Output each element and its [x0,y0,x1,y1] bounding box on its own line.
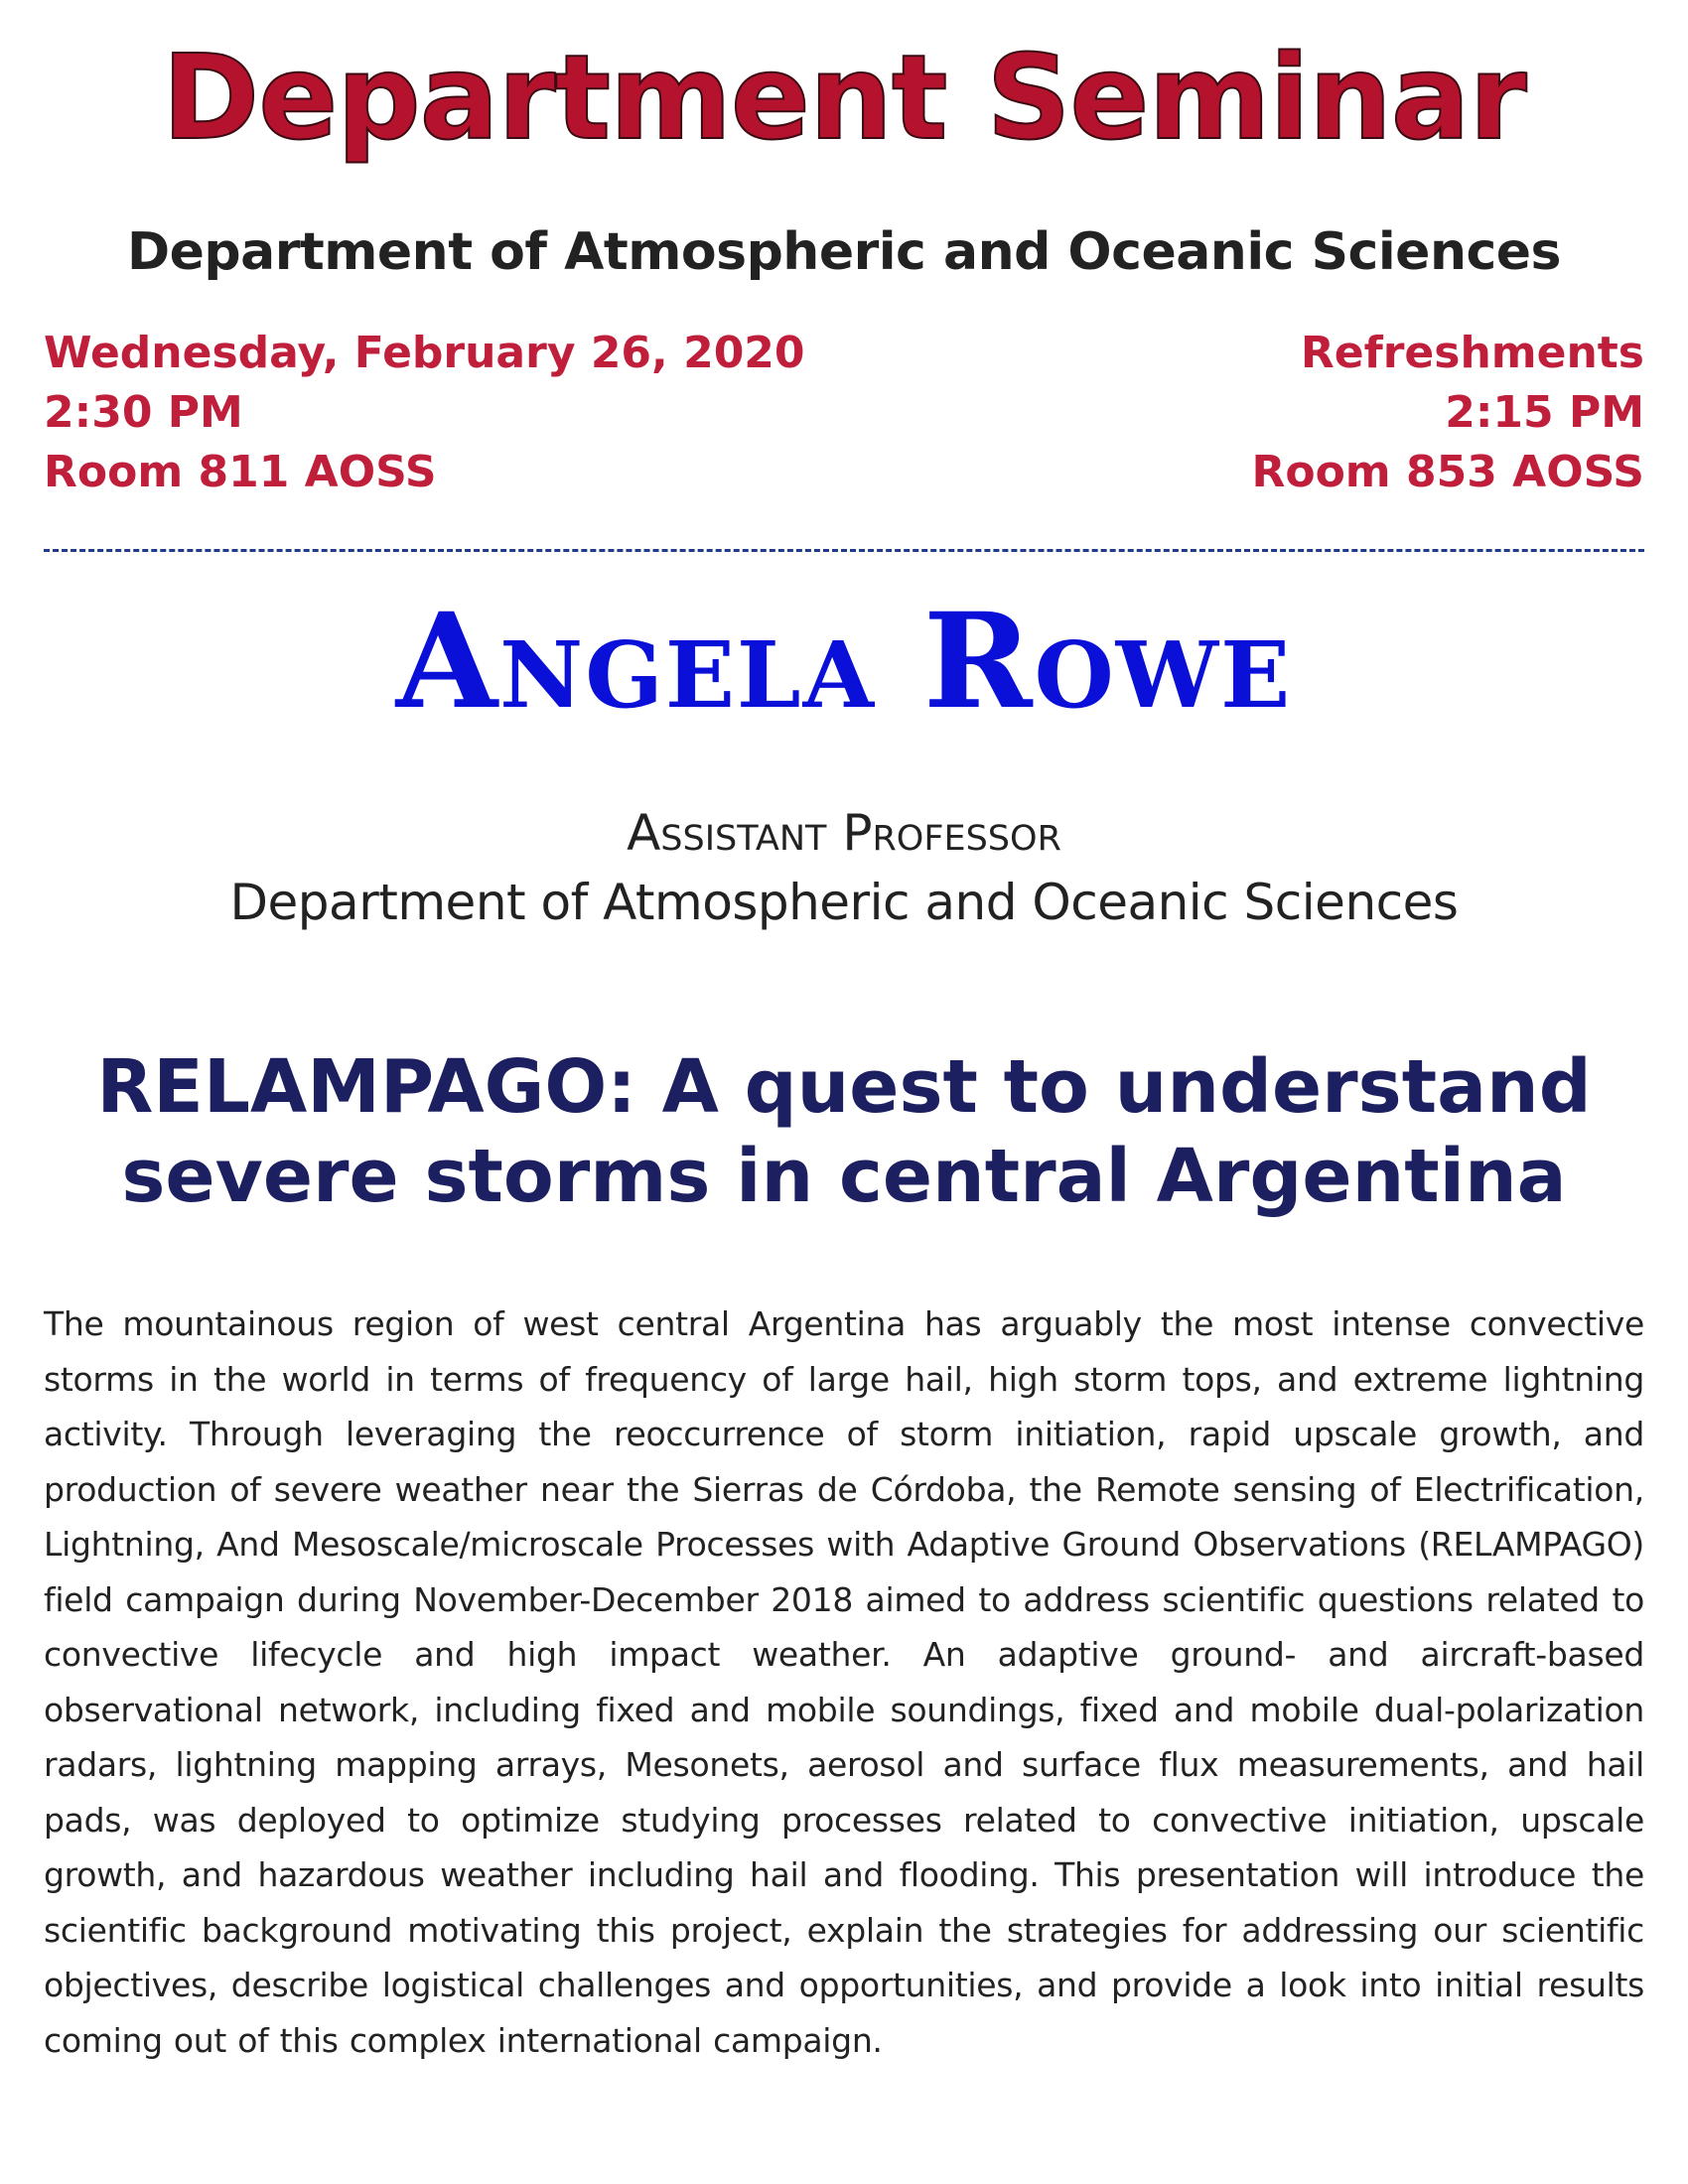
event-details [44,324,805,502]
refreshments-room: Room 853 AOSS [1251,447,1644,497]
refreshments-time: 2:15 PM [1445,387,1644,438]
event-date: Wednesday, February 26, 2020 [44,328,805,378]
talk-title-line-2: severe storms in central Argentina [121,1134,1567,1219]
speaker-department: Department of Atmospheric and Oceanic Sciences [229,874,1459,931]
seminar-banner: Department Seminar [162,29,1526,166]
dashed-divider [44,549,1644,552]
abstract-text: The mountainous region of west central Argentina has arguably the most intense convective storms in the world in terms of frequency of large hail, high storm tops, and extreme lightning activity. Through leveraging the reoccurrence of storm initiation, rapid upscale growth, and production of severe weather near the Sierras de Córdoba, the Remote sensing of Electrification, Lightning, And Mesoscale/microscale Processes with Adaptive Ground Observations (RELAMPAGO) field campaign during November-December 2018 aimed to address scientific questions related to convective lifecycle and high impact weather. An adaptive ground- and aircraft-based observational network, including fixed and mobile soundings, fixed and mobile dual-polarization radars, lightning mapping arrays, Mesonets, aerosol and surface flux measurements, and hail pads, was deployed to optimize studying processes related to convective initiation, upscale growth, and hazardous weather including hail and flooding. This presentation will introduce the scientific background motivating this project, explain the strategies for addressing our scientific objectives, describe logistical challenges and opportunities, and provide a look into initial results coming out of this complex international campaign. [44,1304,1644,2060]
refreshments-label: Refreshments [1300,328,1644,378]
event-room: Room 811 AOSS [44,447,437,497]
host-department: Department of Atmospheric and Oceanic Sciences [126,222,1562,282]
talk-title-line-1: RELAMPAGO: A quest to understand [96,1044,1592,1130]
refreshments-details [1251,324,1644,502]
speaker-name: Angela Rowe [395,585,1293,739]
talk-title [40,1042,1648,1221]
speaker-title: Assistant Professor [627,804,1061,862]
event-time: 2:30 PM [44,387,243,438]
